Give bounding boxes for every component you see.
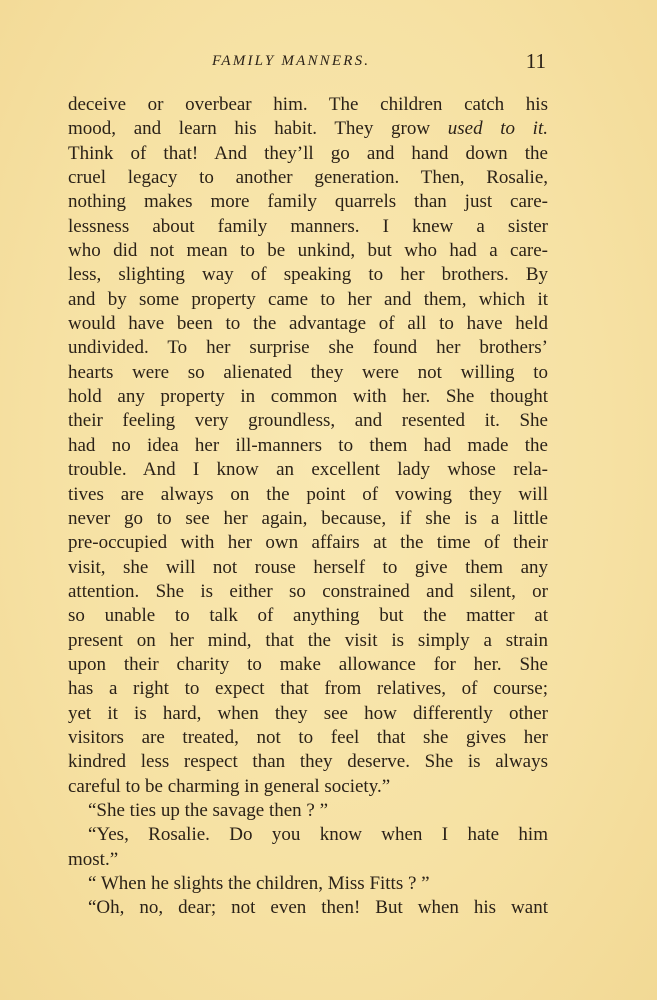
text-line: hold any property in common with her. She thought [68,386,548,408]
text-line: would have been to the advantage of all to have held [68,313,548,335]
text-line: most.” [68,848,119,870]
text-line: careful to be charming in general society.” [68,775,391,797]
text-line: kindred less respect than they deserve. She is always [68,751,548,773]
text-line: trouble. And I know an excellent lady whose rela- [68,459,548,481]
text-line: lessness about family manners. I knew a sister [68,215,548,237]
text-line: hearts were so alienated they were not willing to [68,361,548,383]
text-line: Think of that! And they’ll go and hand down the [68,142,548,164]
dialogue-line: “ When he slights the children, Miss Fitts ? ” [88,873,430,894]
text-line-part: mood, and learn his habit. They grow [68,118,448,140]
text-line: upon their charity to make allowance for her. She [68,653,548,675]
text-line: deceive or overbear him. The children catch his [68,94,548,115]
dialogue-line: “Oh, no, dear; not even then! But when his want [88,897,548,919]
text-line: their feeling very groundless, and resented it. She [68,410,548,432]
text-line: has a right to expect that from relatives, of course; [68,678,548,700]
text-line: present on her mind, that the visit is simply a strain [68,629,548,651]
text-line: and by some property came to her and them, which it [68,288,548,310]
text-line: undivided. To her surprise she found her brothers’ [68,337,548,359]
text-line: had no idea her ill-manners to them had made the [68,434,548,456]
text-line: less, slighting way of speaking to her brothers. By [68,264,548,286]
text-line: never go to see her again, because, if she is a little [68,507,548,529]
dialogue-line: “She ties up the savage then ? ” [88,799,329,821]
text-line: so unable to talk of anything but the matter at [68,605,548,627]
dialogue-line: “Yes, Rosalie. Do you know when I hate him [88,824,548,846]
text-line: cruel legacy to another generation. Then, Rosalie, [68,167,548,189]
text-line [68,117,548,141]
text-line: visitors are treated, not to feel that she gives her [68,726,548,748]
page-number: 11 [525,49,546,73]
text-line: tives are always on the point of vowing they will [68,483,548,505]
page-header [68,49,548,75]
text-line: yet it is hard, when they see how differently other [68,702,548,724]
text-line: who did not mean to be unkind, but who had a care- [68,240,548,262]
running-head: FAMILY MANNERS. [212,53,371,69]
text-line: visit, she will not rouse herself to give them any [68,556,548,578]
text-line: nothing makes more family quarrels than just care- [68,191,548,213]
text-line: pre-occupied with her own affairs at the time of their [68,532,548,554]
text-line: attention. She is either so constrained and silent, or [68,580,548,602]
italic-phrase: used to it. [447,118,548,140]
body-text [68,93,548,921]
